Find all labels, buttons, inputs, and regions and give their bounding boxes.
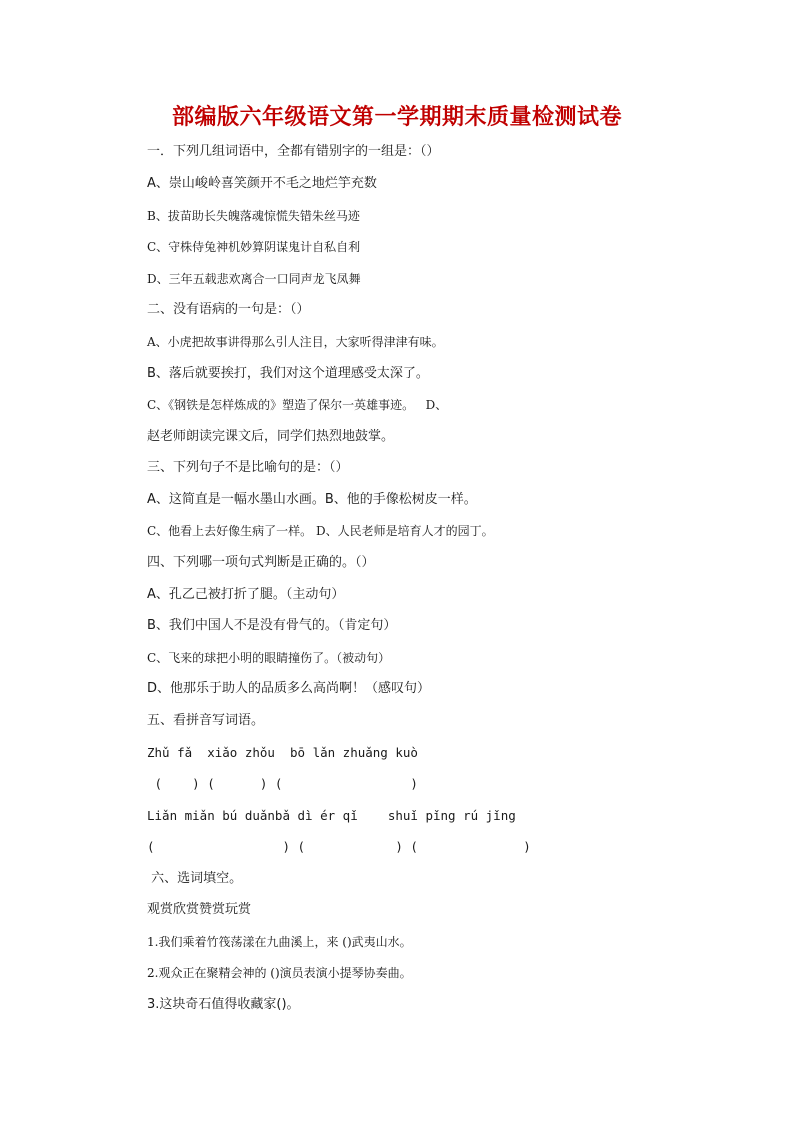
answer-blanks-row-2: ( ) ( ) ( ) [147, 839, 531, 854]
q4-option-b: B、我们中国人不是没有骨气的。（肯定句） [147, 618, 397, 633]
q2-option-a: A、小虎把故事讲得那么引人注目，大家听得津津有味。 [147, 335, 444, 349]
q4-option-c: C、飞来的球把小明的眼睛撞伤了。（被动句） [147, 651, 391, 665]
question-2-heading: 二、没有语病的一句是：（） [147, 302, 310, 317]
question-6-heading: 六、选词填空。 [147, 871, 243, 886]
q2-option-d: 赵老师朗读完课文后，同学们热烈地鼓掌。 [147, 429, 395, 444]
q1-option-d: D、三年五载悲欢离合一口同声龙飞凤舞 [147, 272, 361, 286]
q1-option-b: B、拔苗助长失魄落魂惊慌失错朱丝马迹 [147, 209, 360, 223]
word-choices: 观赏欣赏赞赏玩赏 [147, 902, 252, 917]
q2-option-c: C、《钢铁是怎样炼成的》塑造了保尔一英雄事迹。 D、 [147, 398, 448, 412]
page-title: 部编版六年级语文第一学期期末质量检测试卷 [171, 105, 622, 130]
question-1-heading: 一．下列几组词语中，全都有错别字的一组是：（） [147, 144, 440, 159]
question-3-heading: 三、下列句子不是比喻句的是：（） [147, 460, 349, 475]
q1-option-c: C、守株侍兔神机妙算阴谋鬼计自私自利 [147, 240, 361, 254]
q6-item-3: 3.这块奇石值得收藏家()。 [147, 997, 300, 1012]
q4-option-a: A、孔乙己被打折了腿。（主动句） [147, 587, 345, 602]
q6-item-1: 1.我们乘着竹筏荡漾在九曲溪上，来 ()武夷山水。 [147, 935, 412, 949]
q3-options-c-d: C、他看上去好像生病了一样。 D、人民老师是培育人才的园丁。 [147, 524, 494, 538]
question-4-heading: 四、下列哪一项句式判断是正确的。（） [147, 555, 375, 570]
answer-blanks-row-1: ( ) ( ) ( ) [147, 776, 418, 791]
q6-item-2: 2.观众正在聚精会神的 ()演员表演小提琴协奏曲。 [147, 966, 412, 980]
q1-option-a: A、崇山峻岭喜笑颜开不毛之地烂竽充数 [147, 176, 377, 191]
q4-option-d: D、他那乐于助人的品质多么高尚啊！（感叹句） [147, 681, 431, 696]
q2-option-b: B、落后就要挨打，我们对这个道理感受太深了。 [147, 366, 429, 381]
pinyin-row-1: Zhǔ fǎ xiǎo zhǒu bō lǎn zhuǎng kuò [147, 745, 418, 760]
question-5-heading: 五、看拼音写词语。 [147, 713, 265, 728]
pinyin-row-2: Liǎn miǎn bú duǎnbǎ dì ér qǐ shuǐ pǐng rú jǐng [147, 808, 516, 823]
q3-options-a-b: A、这简直是一幅水墨山水画。B、他的手像松树皮一样。 [147, 492, 477, 507]
